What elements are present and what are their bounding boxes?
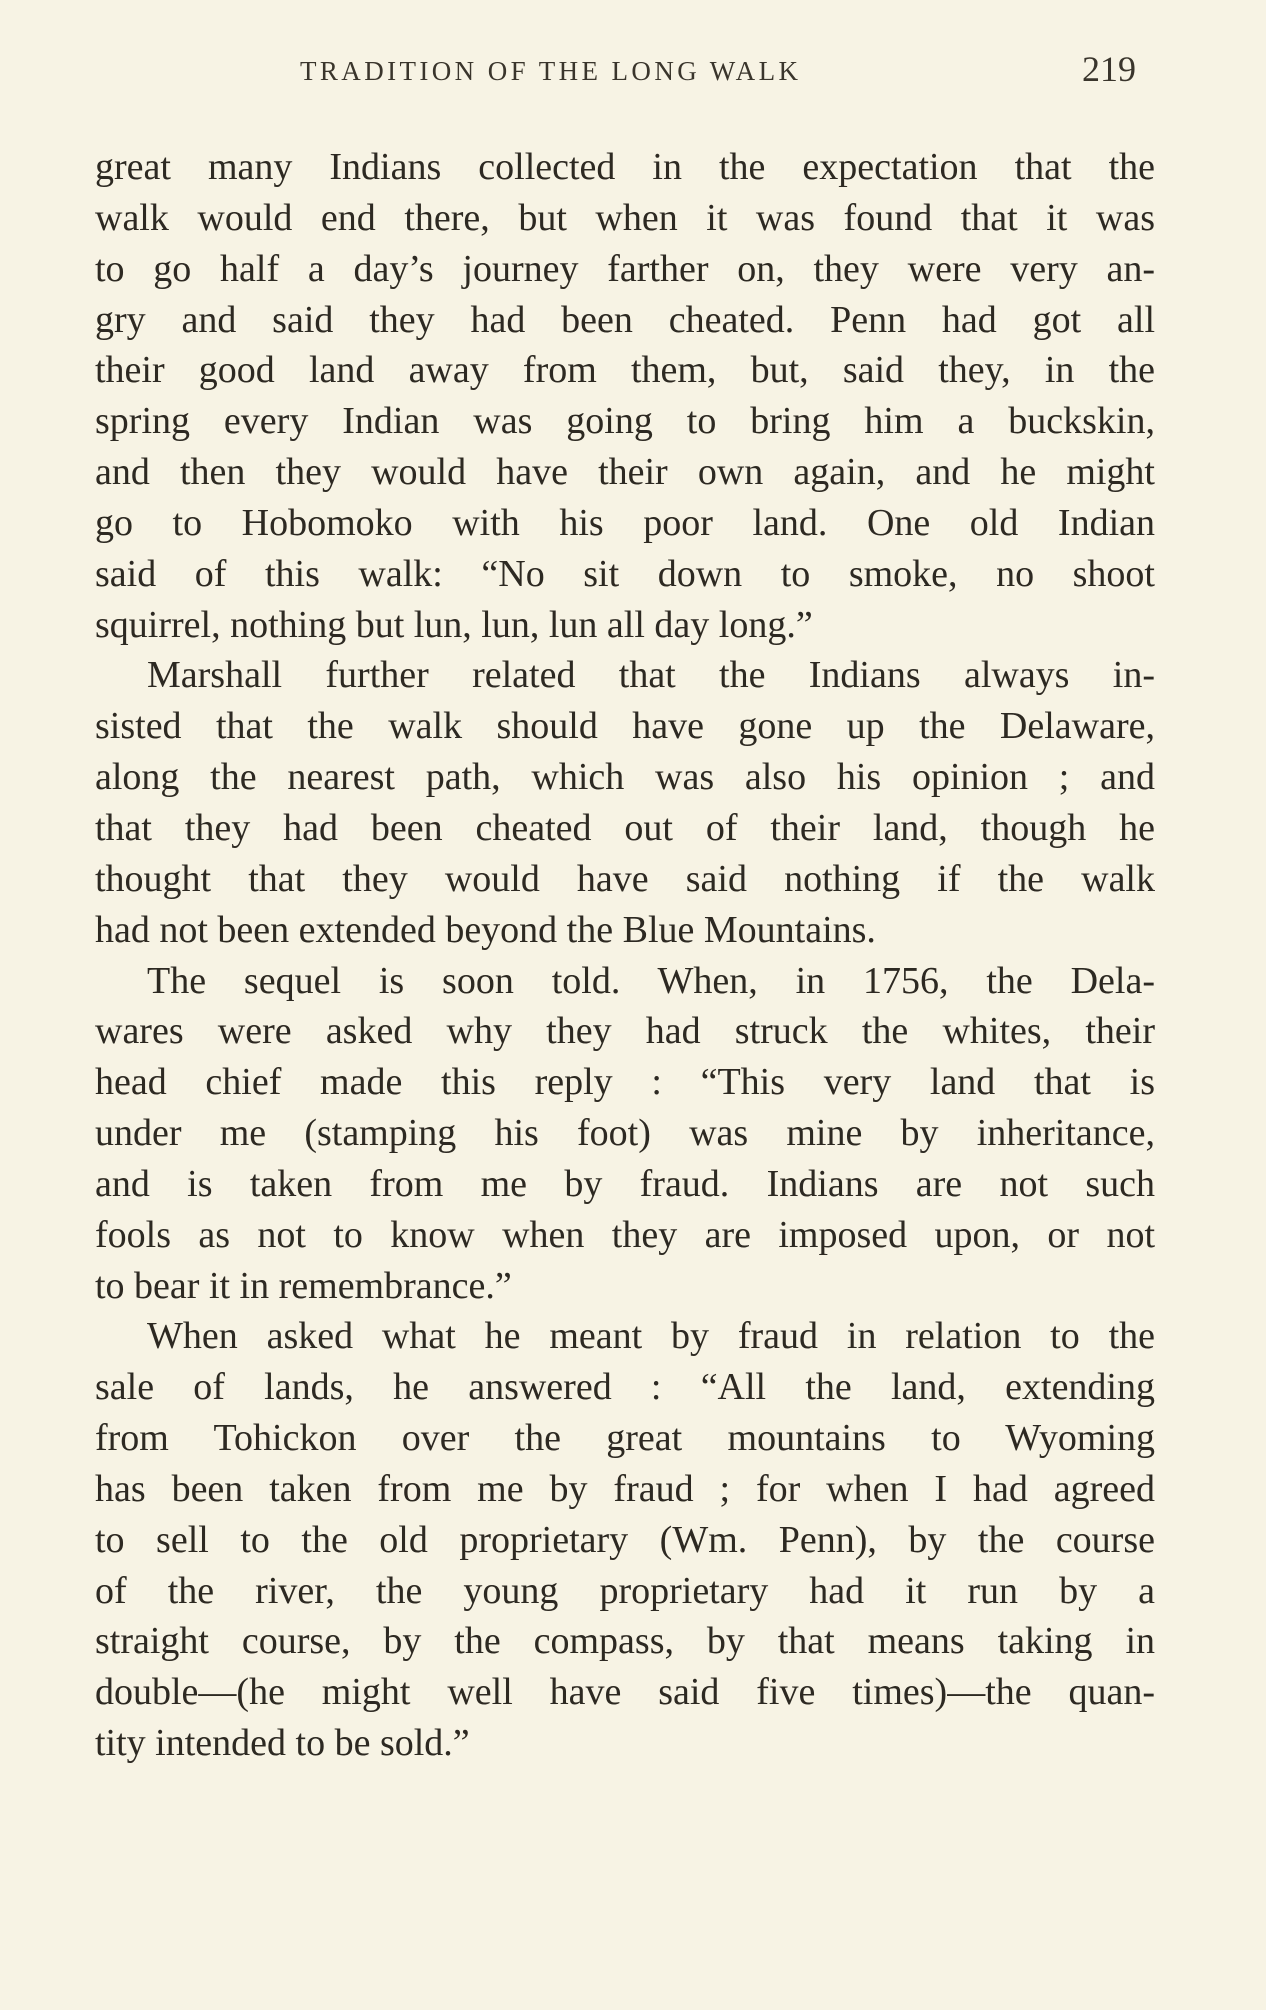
text-line: and is taken from me by fraud. Indians are not such: [95, 1162, 1155, 1205]
text-line: double—(he might well have said five times)—the quan-: [95, 1671, 1155, 1714]
text-line: spring every Indian was going to bring him a buckskin,: [95, 400, 1155, 443]
text-line: of the river, the young proprietary had it run by a: [95, 1569, 1155, 1612]
text-line: Marshall further related that the Indians always in-: [147, 654, 1155, 697]
text-line: said of this walk: “No sit down to smoke, no shoot: [95, 552, 1155, 595]
text-line: squirrel, nothing but lun, lun, lun all day long.”: [95, 603, 813, 646]
text-line: to bear it in remembrance.”: [95, 1264, 512, 1307]
text-line: thought that they would have said nothing if the walk: [95, 857, 1155, 900]
text-line: under me (stamping his foot) was mine by inheritance,: [95, 1112, 1155, 1155]
text-line: to go half a day’s journey farther on, they were very an-: [95, 247, 1155, 290]
text-line: along the nearest path, which was also his opinion ; and: [95, 756, 1155, 799]
text-line: walk would end there, but when it was found that it was: [95, 196, 1155, 239]
body-text: [95, 142, 1155, 1769]
text-line: go to Hobomoko with his poor land. One old Indian: [95, 501, 1155, 544]
text-line: has been taken from me by fraud ; for when I had agreed: [95, 1467, 1155, 1510]
text-line: gry and said they had been cheated. Penn had got all: [95, 298, 1155, 341]
text-line: their good land away from them, but, said they, in the: [95, 349, 1155, 392]
text-line: The sequel is soon told. When, in 1756, the Dela-: [147, 959, 1155, 1002]
text-line: from Tohickon over the great mountains to Wyoming: [95, 1417, 1155, 1460]
text-line: had not been extended beyond the Blue Mountains.: [95, 908, 876, 951]
text-line: and then they would have their own again, and he might: [95, 451, 1155, 494]
text-line: sale of lands, he answered : “All the land, extending: [95, 1366, 1155, 1409]
text-line: wares were asked why they had struck the whites, their: [95, 1010, 1155, 1053]
running-title: TRADITION OF THE LONG WALK: [300, 56, 802, 86]
text-line: head chief made this reply : “This very land that is: [95, 1061, 1155, 1104]
text-line: to sell to the old proprietary (Wm. Penn), by the course: [95, 1518, 1155, 1561]
text-line: straight course, by the compass, by that means taking in: [95, 1620, 1155, 1663]
page-number: 219: [1082, 49, 1136, 89]
text-line: fools as not to know when they are imposed upon, or not: [95, 1213, 1155, 1256]
running-head: [0, 46, 1266, 96]
text-line: When asked what he meant by fraud in relation to the: [147, 1315, 1155, 1358]
text-line: great many Indians collected in the expectation that the: [95, 146, 1155, 188]
text-line: tity intended to be sold.”: [95, 1722, 470, 1765]
text-line: that they had been cheated out of their land, though he: [95, 806, 1155, 849]
text-line: sisted that the walk should have gone up the Delaware,: [95, 705, 1155, 748]
